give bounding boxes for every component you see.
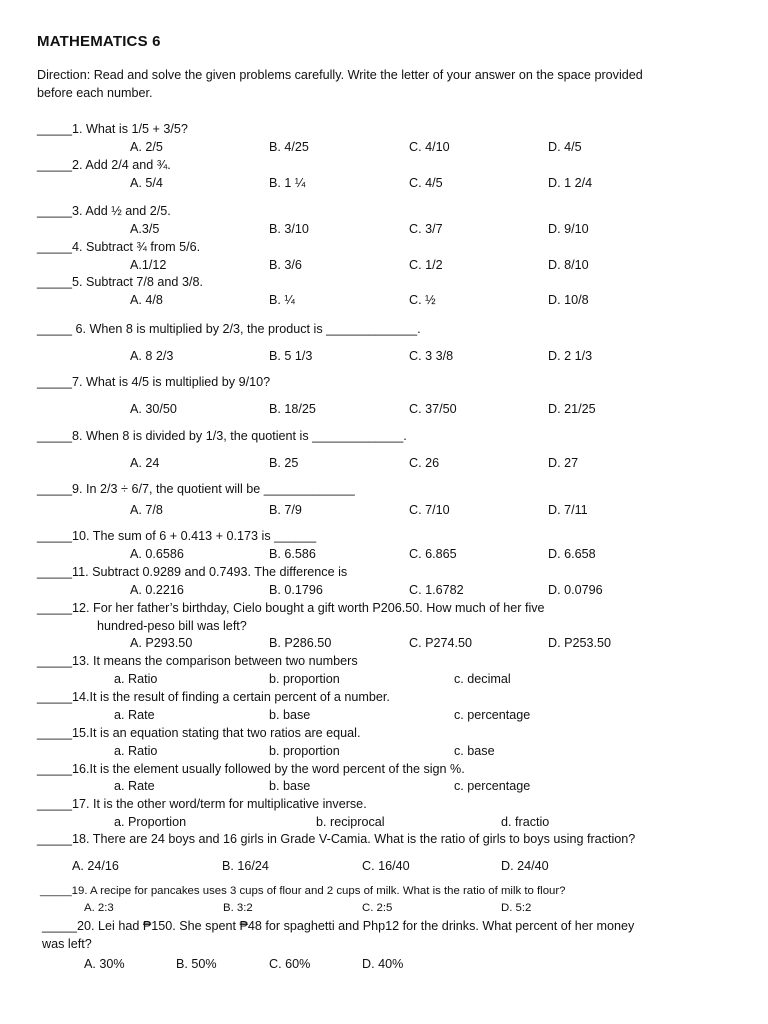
question-2-option-3: C. 4/5 [409,176,443,190]
question-1-option-3: C. 4/10 [409,140,450,154]
question-13-stem: _____13. It means the comparison between two numbers [37,654,358,668]
question-7-stem: _____7. What is 4/5 is multiplied by 9/10? [37,375,271,389]
question-4-option-2: B. 3/6 [269,258,302,272]
question-20-option-3: C. 60% [269,957,311,971]
question-19-option-3: C. 2:5 [362,902,393,914]
question-12-option-2: B. P286.50 [269,636,332,650]
question-10-option-1: A. 0.6586 [130,547,184,561]
question-6-stem: _____ 6. When 8 is multiplied by 2/3, the product is _____________. [37,322,421,336]
question-14-stem: _____14.It is the result of finding a certain percent of a number. [37,690,390,704]
question-11-stem: _____11. Subtract 0.9289 and 0.7493. The difference is [37,565,348,579]
page-title: MATHEMATICS 6 [37,33,161,50]
question-9-option-3: C. 7/10 [409,503,450,517]
question-9-stem: _____9. In 2/3 ÷ 6/7, the quotient will be _____________ [37,482,355,496]
question-12-option-3: C. P274.50 [409,636,473,650]
question-2-option-2: B. 1 ¼ [269,176,306,190]
question-7-option-4: D. 21/25 [548,402,596,416]
question-11-option-3: C. 1.6782 [409,583,464,597]
question-4-stem: _____4. Subtract ¾ from 5/6. [37,240,201,254]
question-8-option-1: A. 24 [130,456,160,470]
question-2-stem: _____2. Add 2/4 and ¾. [37,158,171,172]
question-3-option-1: A.3/5 [130,222,160,236]
question-7-option-2: B. 18/25 [269,402,316,416]
question-9-option-2: B. 7/9 [269,503,302,517]
question-20-option-4: D. 40% [362,957,404,971]
direction-line-1: Direction: Read and solve the given problems carefully. Write the letter of your answer on the space provided [37,68,643,82]
question-4-option-1: A.1/12 [130,258,167,272]
question-15-option-3: c. base [454,744,495,758]
question-3-option-2: B. 3/10 [269,222,309,236]
question-7-option-1: A. 30/50 [130,402,177,416]
question-12-stem-continued: hundred-peso bill was left? [97,619,247,633]
question-5-stem: _____5. Subtract 7/8 and 3/8. [37,275,203,289]
question-20-stem: _____20. Lei had ₱150. She spent ₱48 for spaghetti and Php12 for the drinks. What percent of her money [42,919,635,933]
question-5-option-2: B. ¼ [269,293,295,307]
question-10-stem: _____10. The sum of 6 + 0.413 + 0.173 is ______ [37,529,317,543]
question-3-option-3: C. 3/7 [409,222,443,236]
question-12-stem: _____12. For her father’s birthday, Cielo bought a gift worth P206.50. How much of her five [37,601,545,615]
question-3-option-4: D. 9/10 [548,222,589,236]
question-5-option-4: D. 10/8 [548,293,589,307]
question-8-stem: _____8. When 8 is divided by 1/3, the quotient is _____________. [37,429,407,443]
question-11-option-4: D. 0.0796 [548,583,603,597]
question-14-option-3: c. percentage [454,708,531,722]
question-10-option-3: C. 6.865 [409,547,457,561]
question-10-option-2: B. 6.586 [269,547,316,561]
question-9-option-1: A. 7/8 [130,503,163,517]
question-15-option-2: b. proportion [269,744,340,758]
question-18-option-2: B. 16/24 [222,859,269,873]
question-6-option-1: A. 8 2/3 [130,349,174,363]
question-8-option-2: B. 25 [269,456,299,470]
direction-line-2: before each number. [37,86,153,100]
question-13-option-2: b. proportion [269,672,340,686]
question-15-stem: _____15.It is an equation stating that two ratios are equal. [37,726,361,740]
question-12-option-4: D. P253.50 [548,636,612,650]
question-14-option-2: b. base [269,708,311,722]
question-2-option-1: A. 5/4 [130,176,163,190]
question-11-option-2: B. 0.1796 [269,583,323,597]
question-17-option-2: b. reciprocal [316,815,385,829]
question-19-stem: _____19. A recipe for pancakes uses 3 cups of flour and 2 cups of milk. What is the ratio of milk to flour? [40,885,566,897]
question-5-option-3: C. ½ [409,293,436,307]
question-11-option-1: A. 0.2216 [130,583,184,597]
question-19-option-4: D. 5:2 [501,902,532,914]
question-18-option-1: A. 24/16 [72,859,119,873]
question-17-option-3: d. fractio [501,815,550,829]
question-13-option-3: c. decimal [454,672,511,686]
question-6-option-2: B. 5 1/3 [269,349,313,363]
question-4-option-3: C. 1/2 [409,258,443,272]
question-18-option-4: D. 24/40 [501,859,549,873]
question-19-option-1: A. 2:3 [84,902,114,914]
question-4-option-4: D. 8/10 [548,258,589,272]
question-17-option-1: a. Proportion [114,815,187,829]
question-19-option-2: B. 3:2 [223,902,253,914]
question-1-stem: _____1. What is 1/5 + 3/5? [37,122,188,136]
question-20-option-2: B. 50% [176,957,217,971]
question-20-stem-continued: was left? [42,937,92,951]
question-7-option-3: C. 37/50 [409,402,457,416]
question-18-option-3: C. 16/40 [362,859,410,873]
question-6-option-3: C. 3 3/8 [409,349,454,363]
question-16-stem: _____16.It is the element usually followed by the word percent of the sign %. [37,762,465,776]
question-13-option-1: a. Ratio [114,672,158,686]
question-8-option-4: D. 27 [548,456,579,470]
question-12-option-1: A. P293.50 [130,636,193,650]
question-9-option-4: D. 7/11 [548,503,588,517]
question-20-option-1: A. 30% [84,957,125,971]
question-15-option-1: a. Ratio [114,744,158,758]
question-5-option-1: A. 4/8 [130,293,163,307]
question-17-stem: _____17. It is the other word/term for multiplicative inverse. [37,797,367,811]
question-1-option-2: B. 4/25 [269,140,309,154]
question-1-option-4: D. 4/5 [548,140,582,154]
question-18-stem: _____18. There are 24 boys and 16 girls in Grade V-Camia. What is the ratio of girls to boys using fraction? [37,832,636,846]
question-10-option-4: D. 6.658 [548,547,596,561]
question-1-option-1: A. 2/5 [130,140,163,154]
question-2-option-4: D. 1 2/4 [548,176,593,190]
question-3-stem: _____3. Add ½ and 2/5. [37,204,171,218]
question-16-option-1: a. Rate [114,779,155,793]
question-14-option-1: a. Rate [114,708,155,722]
question-6-option-4: D. 2 1/3 [548,349,593,363]
question-8-option-3: C. 26 [409,456,440,470]
question-16-option-2: b. base [269,779,311,793]
question-16-option-3: c. percentage [454,779,531,793]
